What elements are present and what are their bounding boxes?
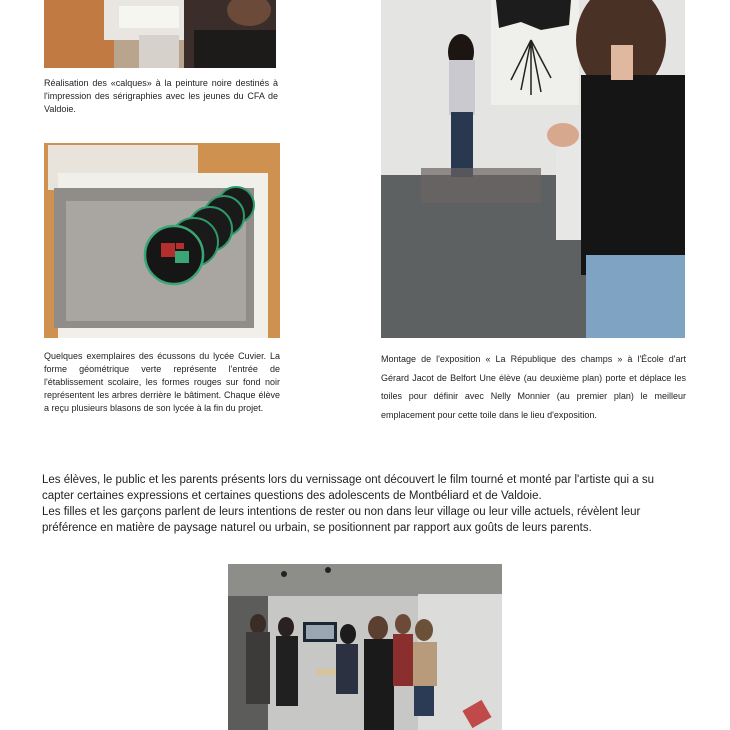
photo-ecussons xyxy=(44,143,280,338)
photo-montage xyxy=(381,0,685,338)
photo-ecussons-image xyxy=(44,143,280,338)
body-text xyxy=(42,472,688,536)
photo-calques xyxy=(44,0,276,68)
photo-montage-image xyxy=(381,0,685,338)
caption-calques: Réalisation des «calques» à la peinture noire destinés à l'impression des sérigraphies avec les jeunes du CFA de Valdoie. xyxy=(44,78,278,114)
photo-projection xyxy=(228,564,502,730)
caption-ecussons: Quelques exemplaires des écussons du lycée Cuvier. La forme géométrique verte représente l'entrée de l'établissement scolaire, les formes rouges sur fond noir représentent les arbres derrière le bâtiment. Chaque élève a reçu plusieurs blasons de son lycée à la fin du projet. xyxy=(44,351,280,413)
paragraph-vernissage: Les élèves, le public et les parents présents lors du vernissage ont découvert le film tourné et monté par l'artiste qui a su capter certaines expressions et certaines questions des adolescents de Montbéliard et de Valdoie. xyxy=(42,474,655,502)
photo-calques-image xyxy=(44,0,276,68)
paragraph-intentions: Les filles et les garçons parlent de leurs intentions de rester ou non dans leur village ou leur ville actuels, révèlent leur préférence en matière de paysage naturel ou urbain, se positionnent par rapport aux goûts de leurs parents. xyxy=(42,506,641,534)
caption-montage: Montage de l'exposition « La République des champs » à l'École d'art Gérard Jacot de Belfort Une élève (au deuxième plan) porte et déplace les toiles pour définir avec Nelly Monnier (au premier plan) le meilleur emplacement pour cette toile dans le lieu d'exposition. xyxy=(381,354,686,420)
photo-projection-image xyxy=(228,564,502,730)
